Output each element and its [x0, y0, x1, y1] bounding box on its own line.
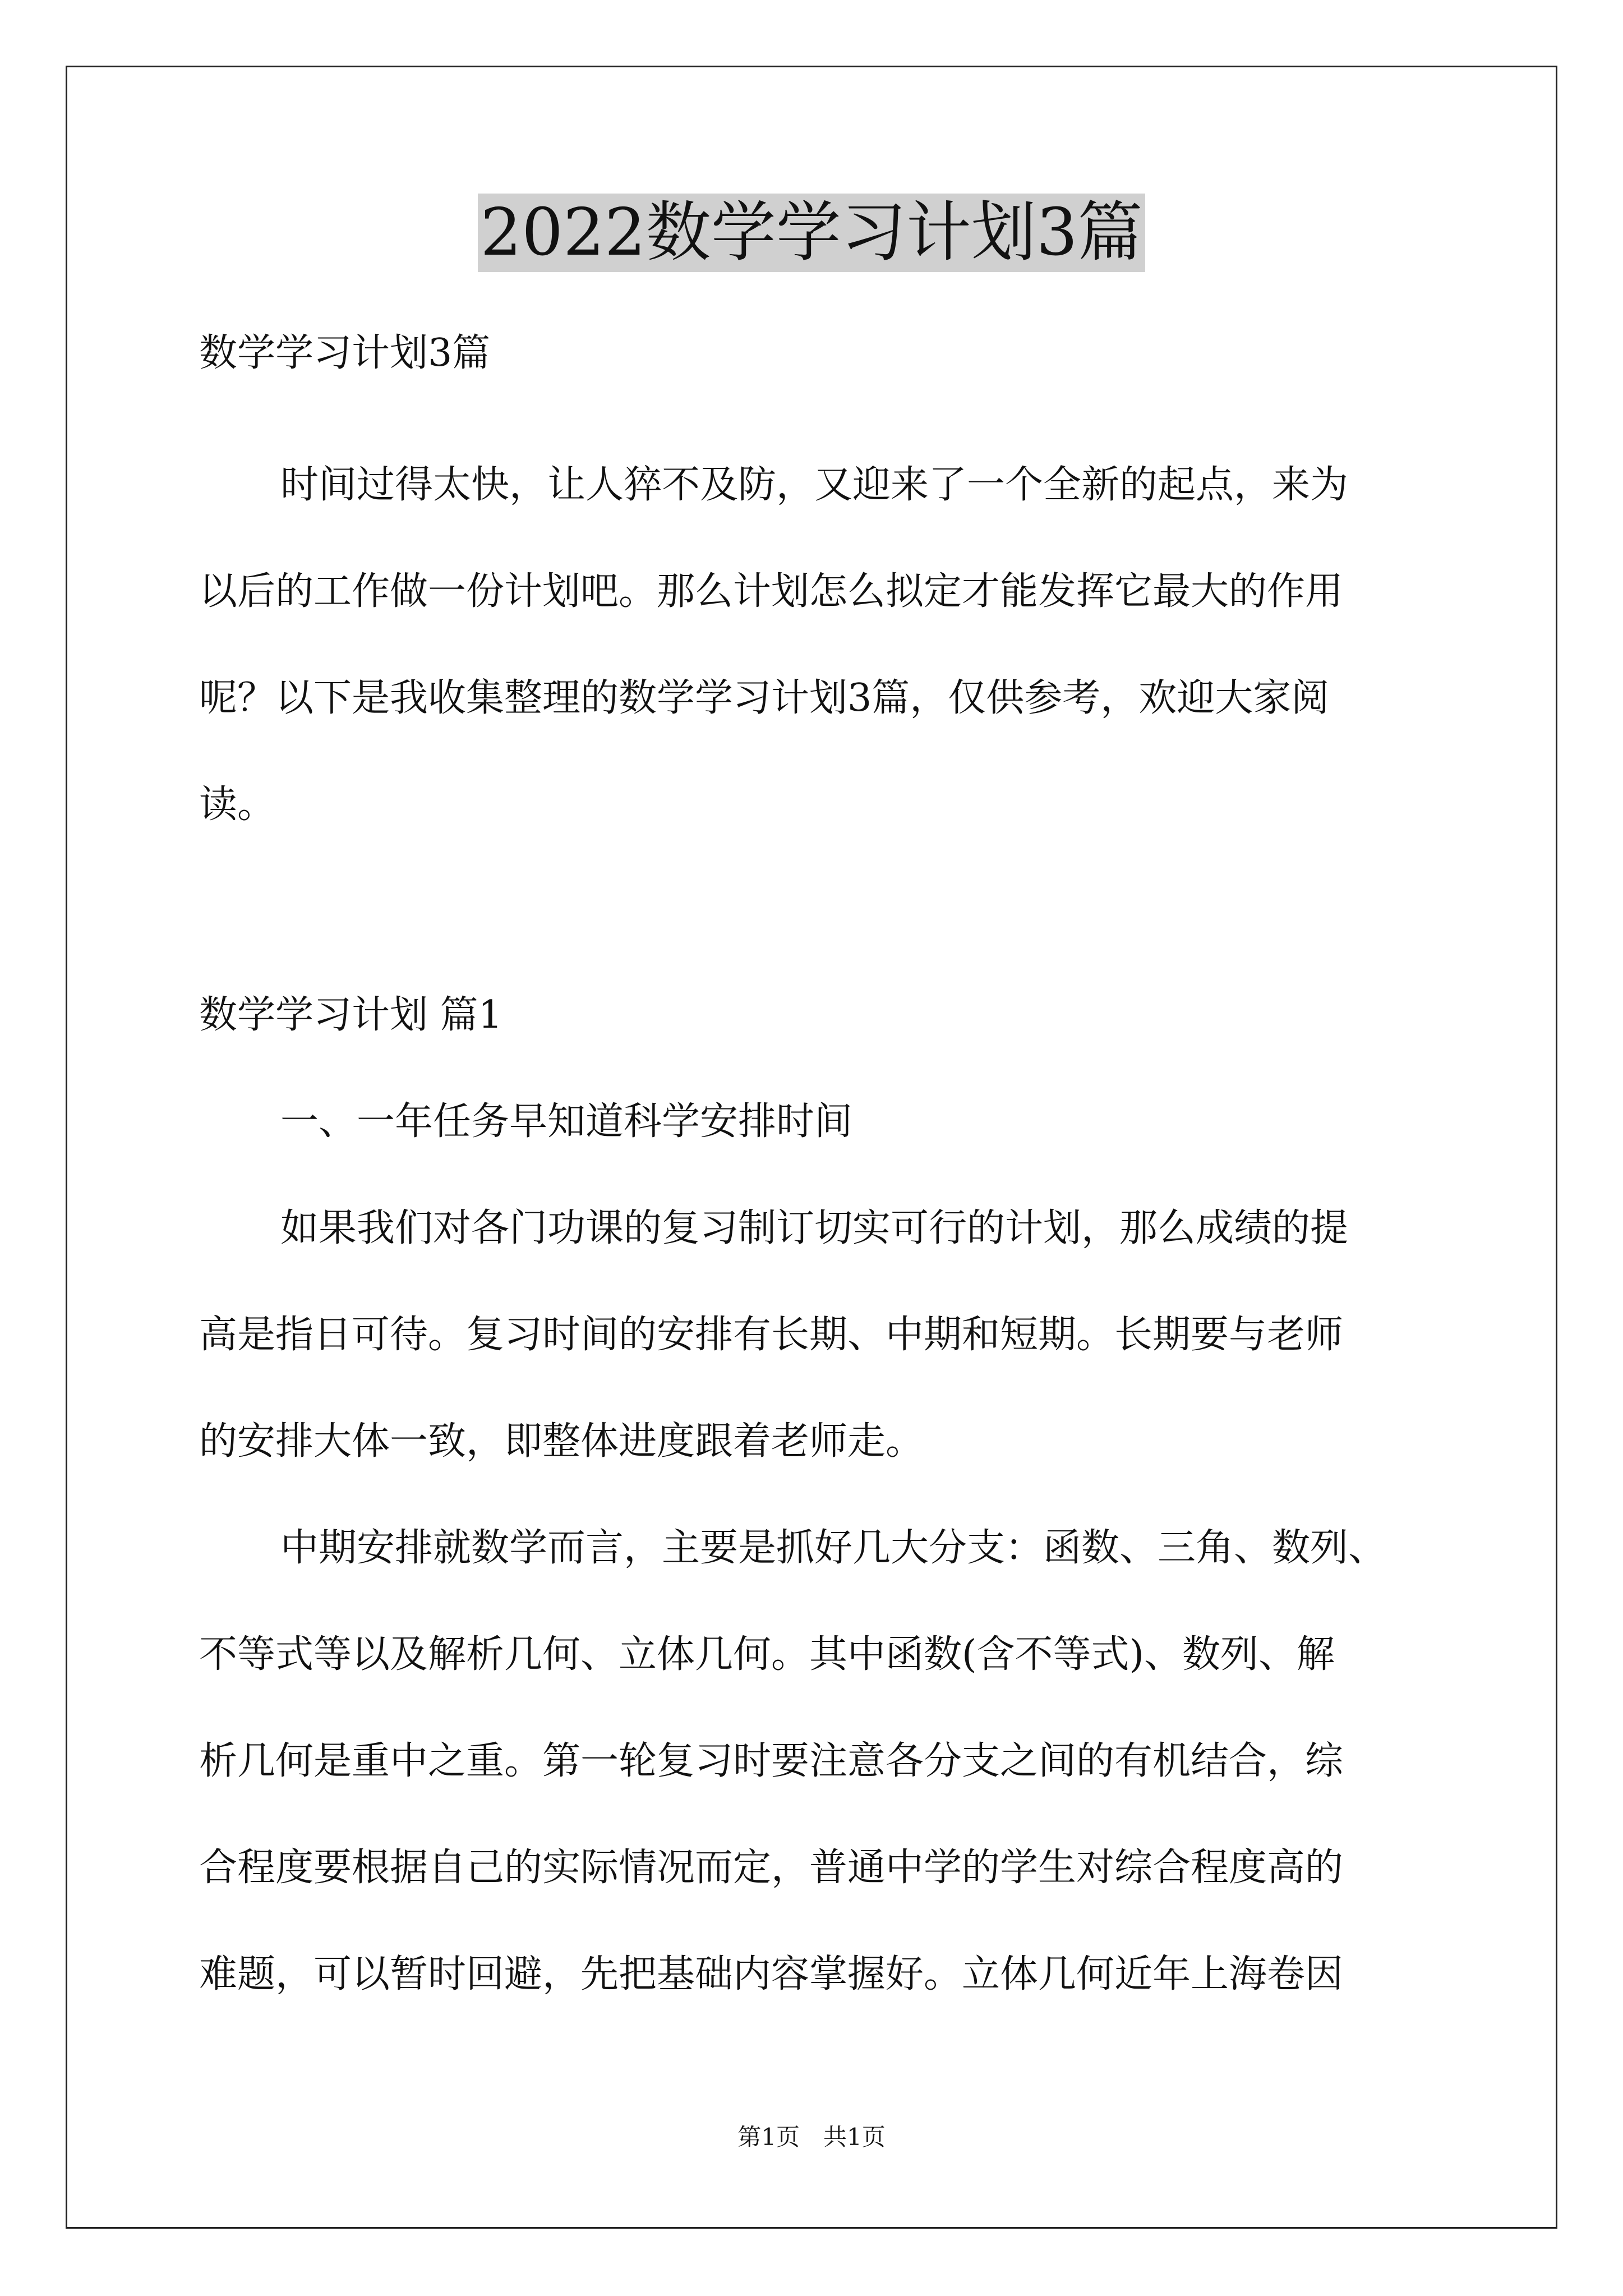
document-title	[0, 194, 1623, 272]
paragraph-line: 呢？以下是我收集整理的数学学习计划3篇，仅供参考，欢迎大家阅	[199, 676, 1330, 720]
document-title-text: 2022数学学习计划3篇	[478, 194, 1145, 272]
paragraph-line: 以后的工作做一份计划吧。那么计划怎么拟定才能发挥它最大的作用	[199, 569, 1344, 614]
paragraph-line: 的安排大体一致，即整体进度跟着老师走。	[199, 1419, 924, 1464]
paragraph-line: 时间过得太快，让人猝不及防，又迎来了一个全新的起点，来为	[280, 463, 1349, 507]
paragraph-line: 难题，可以暂时回避，先把基础内容掌握好。立体几何近年上海卷因	[199, 1952, 1344, 1996]
paragraph-line: 中期安排就数学而言，主要是抓好几大分支：函数、三角、数列、	[280, 1526, 1387, 1570]
paragraph-line: 读。	[199, 783, 276, 827]
paragraph-line: 析几何是重中之重。第一轮复习时要注意各分支之间的有机结合，综	[199, 1739, 1344, 1783]
paragraph-line: 不等式等以及解析几何、立体几何。其中函数(含不等式)、数列、解	[199, 1632, 1335, 1677]
paragraph-line: 高是指日可待。复习时间的安排有长期、中期和短期。长期要与老师	[199, 1313, 1344, 1357]
paragraph-line: 如果我们对各门功课的复习制订切实可行的计划，那么成绩的提	[280, 1206, 1349, 1250]
paragraph-line: 合程度要根据自己的实际情况而定，普通中学的学生对综合程度高的	[199, 1846, 1344, 1890]
section-heading: 数学学习计划 篇1	[199, 993, 502, 1037]
subsection-heading: 一、一年任务早知道科学安排时间	[280, 1099, 853, 1144]
page-number-footer: 第1页 共1页	[737, 2123, 886, 2151]
subtitle: 数学学习计划3篇	[199, 331, 491, 375]
